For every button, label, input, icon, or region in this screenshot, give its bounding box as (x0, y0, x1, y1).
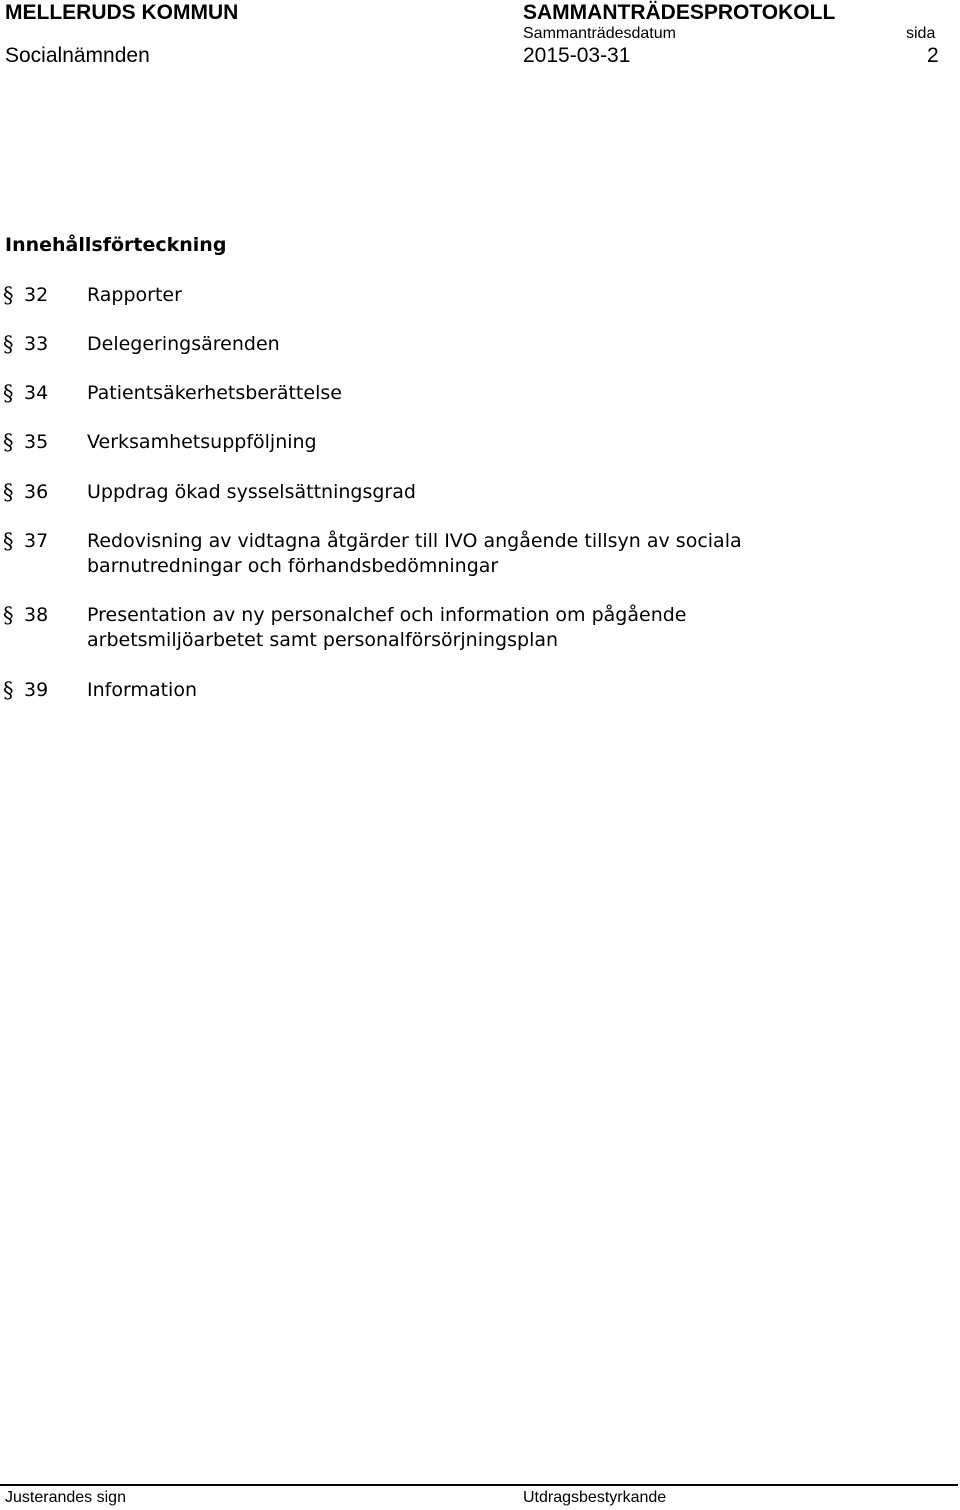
toc-item-title (87, 678, 807, 703)
toc-item-title (87, 480, 807, 505)
toc-item-title-line: Delegeringsärenden (87, 333, 280, 355)
section-symbol: § (3, 678, 14, 702)
section-symbol: § (3, 603, 14, 627)
document-type: SAMMANTRÄDESPROTOKOLL (523, 1, 836, 24)
toc-item-number: 34 (24, 382, 49, 404)
meeting-date-label: Sammanträdesdatum (523, 25, 676, 42)
section-symbol: § (3, 283, 14, 307)
toc-item-title-line: Redovisning av vidtagna åtgärder till IVO angående tillsyn av sociala (87, 530, 742, 552)
toc-item-number: 36 (24, 481, 49, 503)
meeting-date: 2015-03-31 (523, 44, 631, 67)
toc-item-number: 37 (24, 530, 49, 552)
certification-label: Utdragsbestyrkande (523, 1489, 667, 1506)
toc-item-title-line: Information (87, 679, 197, 701)
toc-item-number: 32 (24, 284, 49, 306)
section-symbol: § (3, 381, 14, 405)
toc-item-title-line: barnutredningar och förhandsbedömningar (87, 555, 499, 577)
toc-item-title (87, 529, 807, 579)
section-symbol: § (3, 529, 14, 553)
toc-item-title-line: Patientsäkerhetsberättelse (87, 382, 342, 404)
toc-item-title (87, 283, 807, 308)
organization-name: MELLERUDS KOMMUN (5, 1, 239, 24)
toc-item-title (87, 603, 807, 653)
toc-item-title (87, 381, 807, 406)
footer-divider (0, 1484, 958, 1486)
page-label: sida (906, 25, 936, 42)
toc-item-title-line: Verksamhetsuppföljning (87, 431, 317, 453)
page-number: 2 (927, 44, 939, 67)
toc-item-title-line: Uppdrag ökad sysselsättningsgrad (87, 481, 416, 503)
toc-item-number: 38 (24, 604, 49, 626)
signature-label: Justerandes sign (5, 1489, 126, 1506)
committee-name: Socialnämnden (5, 44, 150, 67)
toc-item-number: 39 (24, 679, 49, 701)
section-symbol: § (3, 332, 14, 356)
toc-item-title-line: Presentation av ny personalchef och information om pågående (87, 604, 687, 626)
toc-item-title (87, 332, 807, 357)
section-symbol: § (3, 480, 14, 504)
section-symbol: § (3, 430, 14, 454)
toc-item-number: 33 (24, 333, 49, 355)
toc-item-title (87, 430, 807, 455)
toc-item-number: 35 (24, 431, 49, 453)
toc-item-title-line: arbetsmiljöarbetet samt personalförsörjningsplan (87, 629, 559, 651)
toc-item-title-line: Rapporter (87, 284, 182, 306)
toc-title: Innehållsförteckning (5, 234, 227, 256)
